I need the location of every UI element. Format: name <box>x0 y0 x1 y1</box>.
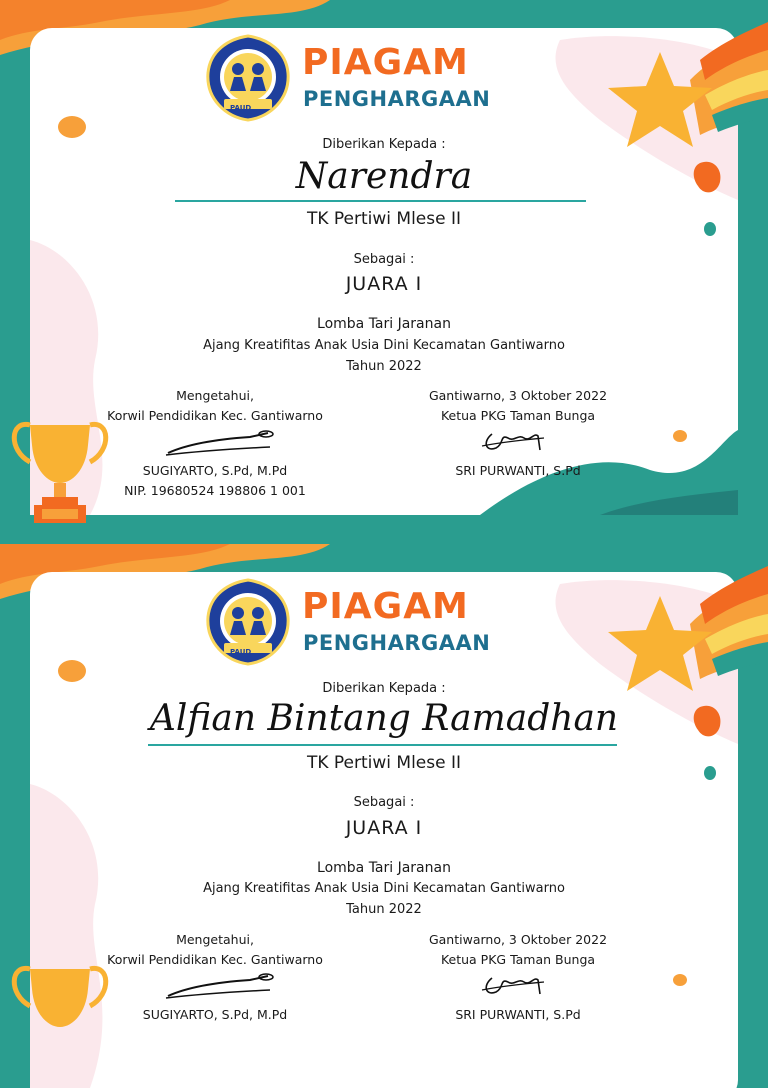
right-signature <box>478 968 558 1002</box>
recipient-name: Alfian Bintang Ramadhan <box>149 698 619 739</box>
left-signature <box>160 425 280 461</box>
logo-bottom-text: PAUD <box>230 648 252 656</box>
award-rank: JUARA I <box>345 273 423 295</box>
given-to-label: Diberikan Kepada : <box>322 681 446 696</box>
name-underline <box>148 744 617 746</box>
left-signature <box>160 968 280 1004</box>
left-signer-role: Korwil Pendidikan Kec. Gantiwarno <box>107 408 323 423</box>
left-signer-name: SUGIYARTO, S.Pd, M.Pd <box>142 463 288 478</box>
event-detail: Ajang Kreatifitas Anak Usia Dini Kecamatan Gantiwarno <box>203 338 565 353</box>
right-signer-name: SRI PURWANTI, S.Pd <box>455 1007 581 1022</box>
as-label: Sebagai : <box>353 252 415 267</box>
right-signer-name: SRI PURWANTI, S.Pd <box>455 463 581 478</box>
event-name: Lomba Tari Jaranan <box>317 860 451 876</box>
left-signer-heading: Mengetahui, <box>176 932 254 947</box>
right-signer-role: Ketua PKG Taman Bunga <box>440 408 596 423</box>
certificate-subtitle: PENGHARGAAN <box>303 87 491 111</box>
certificate-subtitle: PENGHARGAAN <box>303 631 491 655</box>
right-signer-place-date: Gantiwarno, 3 Oktober 2022 <box>428 932 608 947</box>
right-signer-place-date: Gantiwarno, 3 Oktober 2022 <box>428 388 608 403</box>
event-year: Tahun 2022 <box>346 359 422 374</box>
event-year: Tahun 2022 <box>346 902 422 917</box>
right-signature <box>478 424 558 458</box>
name-underline <box>175 200 586 202</box>
recipient-name: Narendra <box>295 156 473 197</box>
given-to-label: Diberikan Kepada : <box>322 137 446 152</box>
school-name: TK Pertiwi Mlese II <box>306 209 462 229</box>
left-signer-nip: NIP. 19680524 198806 1 001 <box>124 483 306 498</box>
left-signer-heading: Mengetahui, <box>176 388 254 403</box>
certificate-title: PIAGAM <box>302 42 469 83</box>
certificate-title: PIAGAM <box>302 586 469 627</box>
left-signer-role: Korwil Pendidikan Kec. Gantiwarno <box>107 952 323 967</box>
as-label: Sebagai : <box>353 795 415 810</box>
school-name: TK Pertiwi Mlese II <box>306 753 462 773</box>
right-signer-role: Ketua PKG Taman Bunga <box>440 952 596 967</box>
certificate-2 <box>0 544 768 1088</box>
event-detail: Ajang Kreatifitas Anak Usia Dini Kecamatan Gantiwarno <box>203 881 565 896</box>
logo-bottom-text: PAUD <box>230 104 252 112</box>
award-rank: JUARA I <box>345 817 423 839</box>
event-name: Lomba Tari Jaranan <box>317 316 451 332</box>
left-signer-name: SUGIYARTO, S.Pd, M.Pd <box>142 1007 288 1022</box>
